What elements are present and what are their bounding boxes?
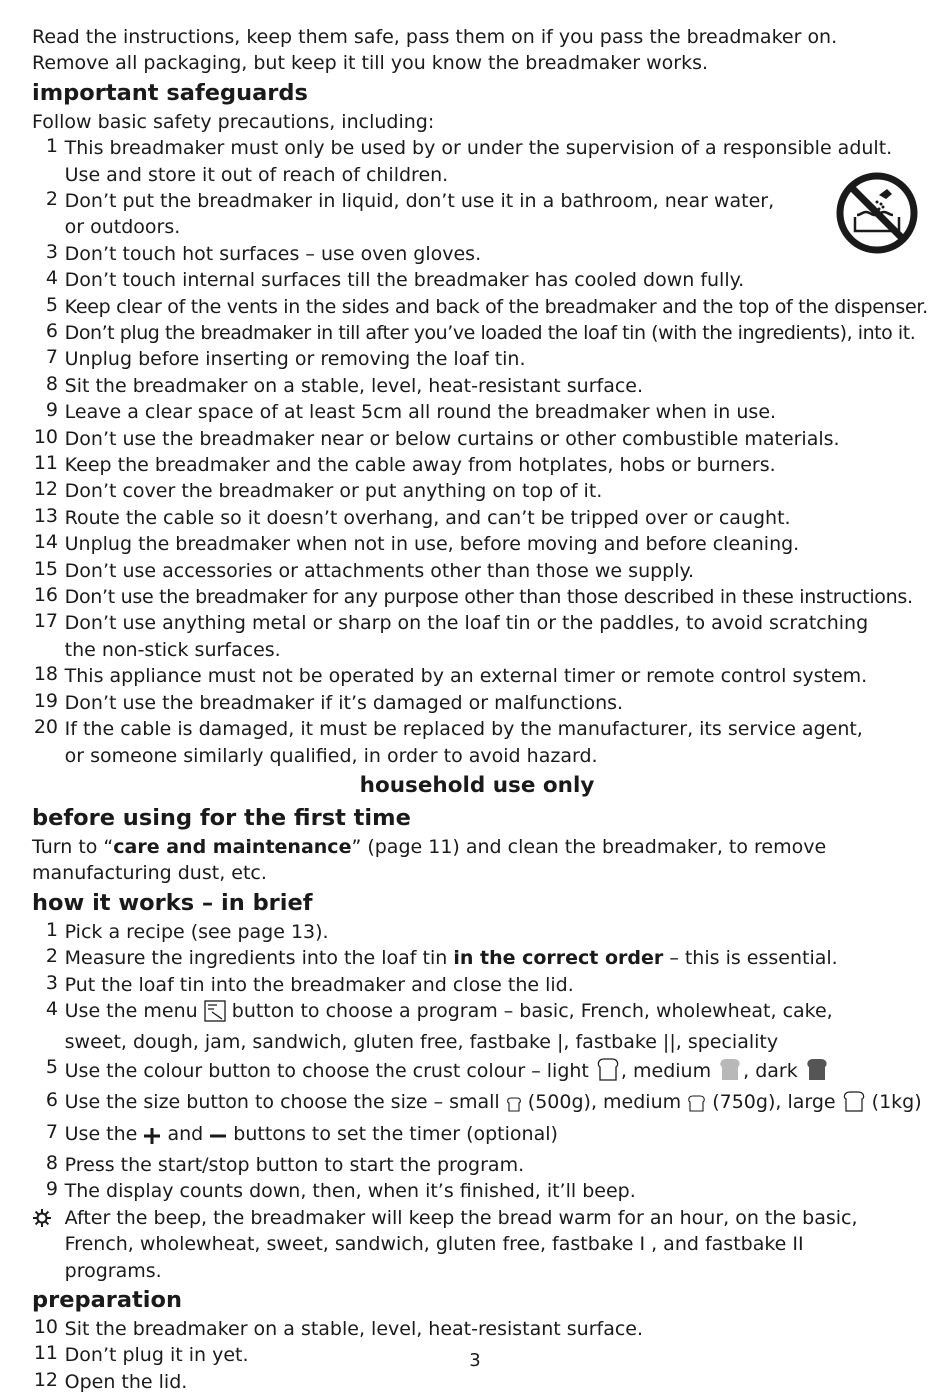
item-number: 14 xyxy=(33,531,58,554)
item-number: 1 xyxy=(45,918,58,941)
item-number: 10 xyxy=(33,425,58,448)
brief-list xyxy=(32,919,922,1284)
item-number: 12 xyxy=(33,1368,58,1391)
list-item xyxy=(32,1178,922,1204)
item-number: 5 xyxy=(45,1055,58,1078)
item-number: 11 xyxy=(33,452,58,475)
item-number: 18 xyxy=(33,663,58,686)
item-text: Leave a clear space of at least 5cm all round the breadmaker when in use. xyxy=(64,401,777,424)
care-maintenance-ref: care and maintenance xyxy=(113,835,352,858)
item-text-part: Use the colour button to choose the crust colour – light xyxy=(64,1059,595,1082)
item-text-part: (750g), large xyxy=(706,1091,842,1114)
item-text-part: (500g), medium xyxy=(521,1091,688,1114)
item-text-part: Use the xyxy=(64,1122,144,1145)
item-text: Don’t use the breadmaker near or below curtains or other combustible materials. xyxy=(64,427,840,450)
item-number: 1 xyxy=(45,135,58,158)
item-number: 9 xyxy=(45,1178,58,1201)
item-number: 3 xyxy=(45,240,58,263)
item-number: 13 xyxy=(33,504,58,527)
size-medium-icon xyxy=(687,1093,706,1120)
list-item xyxy=(32,945,922,971)
brief-heading: how it works – in brief xyxy=(32,889,313,916)
safeguards-lead: Follow basic safety precautions, including: xyxy=(32,110,435,133)
item-number: 4 xyxy=(45,267,58,290)
list-item xyxy=(32,452,922,478)
item-number: 19 xyxy=(33,689,58,712)
first-time-pre: Turn to “ xyxy=(32,835,114,858)
list-item xyxy=(32,558,922,584)
item-number: 20 xyxy=(33,716,58,739)
size-small-icon xyxy=(506,1094,522,1120)
list-item xyxy=(32,690,922,716)
intro-line-1: Read the instructions, keep them safe, pass them on if you pass the breadmaker on. xyxy=(32,26,838,48)
item-text: If the cable is damaged, it must be replaced by the manufacturer, its service agent, or someone similarly qualified, in order to avoid hazard. xyxy=(64,718,863,767)
item-text: This appliance must not be operated by an external timer or remote control system. xyxy=(64,665,868,688)
item-number: 2 xyxy=(45,945,58,968)
list-item xyxy=(32,426,922,452)
item-text: Don’t use anything metal or sharp on the loaf tin or the paddles, to avoid scratching the non-stick surfaces. xyxy=(64,612,869,661)
item-text: Route the cable so it doesn’t overhang, and can’t be tripped over or caught. xyxy=(64,506,791,529)
item-text: Put the loaf tin into the breadmaker and close the lid. xyxy=(64,973,574,996)
correct-order-emphasis: in the correct order xyxy=(453,947,664,970)
list-item xyxy=(32,241,922,267)
item-number: 6 xyxy=(45,1089,58,1112)
list-item xyxy=(32,293,928,320)
first-time-post: ” (page 11) and clean the breadmaker, to remove manufacturing dust, etc. xyxy=(32,835,827,885)
first-time-text xyxy=(32,834,912,887)
item-text-part: Use the menu xyxy=(64,999,204,1022)
crust-light-icon xyxy=(595,1056,621,1089)
page-number: 3 xyxy=(469,1350,481,1371)
item-text: Unplug the breadmaker when not in use, before moving and before cleaning. xyxy=(64,533,800,556)
list-item xyxy=(32,919,922,945)
list-item xyxy=(32,320,922,346)
item-text-part: Measure the ingredients into the loaf tin xyxy=(64,947,454,970)
item-number: 16 xyxy=(33,584,58,607)
list-item xyxy=(32,610,922,663)
menu-icon xyxy=(204,1000,226,1029)
item-text: Keep clear of the vents in the sides and back of the breadmaker and the top of the dispenser. xyxy=(64,295,928,318)
item-text: Don’t use the breadmaker for any purpose other than those described in these instructions. xyxy=(64,586,913,609)
item-text-part: (1kg) xyxy=(865,1091,922,1114)
item-number: 8 xyxy=(45,372,58,395)
item-number: 7 xyxy=(45,346,58,369)
item-number: 12 xyxy=(33,478,58,501)
keep-warm-note: After the beep, the breadmaker will keep the bread warm for an hour, on the basic, French, wholewheat, sweet, sandwich, gluten free, fastbake I , and fastbake II programs. xyxy=(64,1206,858,1282)
item-text: Sit the breadmaker on a stable, level, heat-resistant surface. xyxy=(64,1318,644,1341)
list-item xyxy=(32,1056,922,1089)
item-number: 5 xyxy=(45,293,58,316)
list-item xyxy=(32,716,922,769)
list-item xyxy=(32,998,922,1056)
no-water-use-icon xyxy=(835,171,919,255)
plus-icon xyxy=(143,1126,161,1152)
instruction-page xyxy=(32,24,928,1395)
item-number: 3 xyxy=(45,971,58,994)
item-text: The display counts down, then, when it’s finished, it’ll beep. xyxy=(64,1180,636,1203)
item-text: Unplug before inserting or removing the loaf tin. xyxy=(64,348,526,371)
item-text: This breadmaker must only be used by or under the supervision of a responsible adult. Use and store it out of reach of children. xyxy=(64,137,893,186)
crust-dark-icon xyxy=(804,1056,830,1089)
item-text: Don’t plug the breadmaker in till after you’ve loaded the loaf tin (with the ingredients), into it. xyxy=(64,322,916,345)
list-item xyxy=(32,1152,922,1178)
item-text xyxy=(58,945,838,971)
item-text: Don’t touch hot surfaces – use oven gloves. xyxy=(64,242,482,265)
list-item xyxy=(32,188,922,241)
item-number: 17 xyxy=(33,610,58,633)
item-text: Press the start/stop button to start the program. xyxy=(64,1153,525,1176)
item-text: Sit the breadmaker on a stable, level, heat-resistant surface. xyxy=(64,374,644,397)
list-item xyxy=(32,584,922,610)
item-text: Don’t use the breadmaker if it’s damaged or malfunctions. xyxy=(64,691,624,714)
list-item xyxy=(32,531,922,557)
item-number: 11 xyxy=(33,1342,58,1365)
item-text-part: – this is essential. xyxy=(663,947,838,970)
list-item xyxy=(32,1316,922,1342)
list-item xyxy=(32,346,922,372)
item-text-part: and xyxy=(161,1122,210,1145)
household-use-only: household use only xyxy=(359,772,595,798)
item-text-part: buttons to set the timer (optional) xyxy=(227,1122,558,1145)
item-text-part: Use the size button to choose the size – small xyxy=(64,1091,506,1114)
item-number: 10 xyxy=(33,1316,58,1339)
intro-line-2: Remove all packaging, but keep it till you know the breadmaker works. xyxy=(32,52,709,75)
first-time-heading: before using for the first time xyxy=(32,804,411,831)
item-text xyxy=(58,1121,558,1152)
list-item xyxy=(32,399,922,425)
item-text: Don’t use accessories or attachments other than those we supply. xyxy=(64,559,695,582)
item-number: 15 xyxy=(33,557,58,580)
item-text: Don’t plug it in yet. xyxy=(64,1344,249,1367)
item-text: Open the lid. xyxy=(64,1370,188,1393)
item-text xyxy=(58,1056,830,1089)
item-text xyxy=(58,998,885,1056)
list-item xyxy=(32,1369,922,1395)
item-text: Don’t cover the breadmaker or put anything on top of it. xyxy=(64,480,603,503)
safeguards-heading: important safeguards xyxy=(32,79,308,106)
size-large-icon xyxy=(842,1089,866,1120)
item-text-part: , dark xyxy=(743,1059,804,1082)
list-item xyxy=(32,972,922,998)
item-number: 9 xyxy=(45,399,58,422)
list-item xyxy=(32,505,922,531)
item-text: Don’t touch internal surfaces till the breadmaker has cooled down fully. xyxy=(64,269,745,292)
item-text-part: , medium xyxy=(620,1059,718,1082)
minus-icon xyxy=(209,1126,227,1152)
list-item xyxy=(32,1205,922,1284)
item-text: Keep the breadmaker and the cable away from hotplates, hobs or burners. xyxy=(64,454,776,477)
item-number: 7 xyxy=(45,1120,58,1143)
safeguards-list xyxy=(32,135,928,769)
list-item xyxy=(32,478,922,504)
list-item xyxy=(32,1121,922,1152)
item-number: 2 xyxy=(45,187,58,210)
preparation-heading: preparation xyxy=(32,1287,182,1314)
item-number: 8 xyxy=(45,1151,58,1174)
item-text xyxy=(58,1089,922,1120)
list-item xyxy=(32,267,922,293)
crust-medium-icon xyxy=(717,1056,743,1089)
item-number: 6 xyxy=(45,320,58,343)
item-text: Don’t put the breadmaker in liquid, don’t use it in a bathroom, near water, or outdoors. xyxy=(64,189,775,239)
list-item xyxy=(32,135,922,188)
item-text: Pick a recipe (see page 13). xyxy=(64,920,329,943)
list-item xyxy=(32,663,922,689)
item-number: 4 xyxy=(45,997,58,1020)
list-item xyxy=(32,1089,922,1120)
item-text-part: button to choose a program – basic, French, wholewheat, cake, sweet, dough, jam, sandwich, gluten free, fastbake |, fastbake ||, speciality xyxy=(64,999,833,1054)
list-item xyxy=(32,373,922,399)
sun-icon xyxy=(32,1205,58,1233)
